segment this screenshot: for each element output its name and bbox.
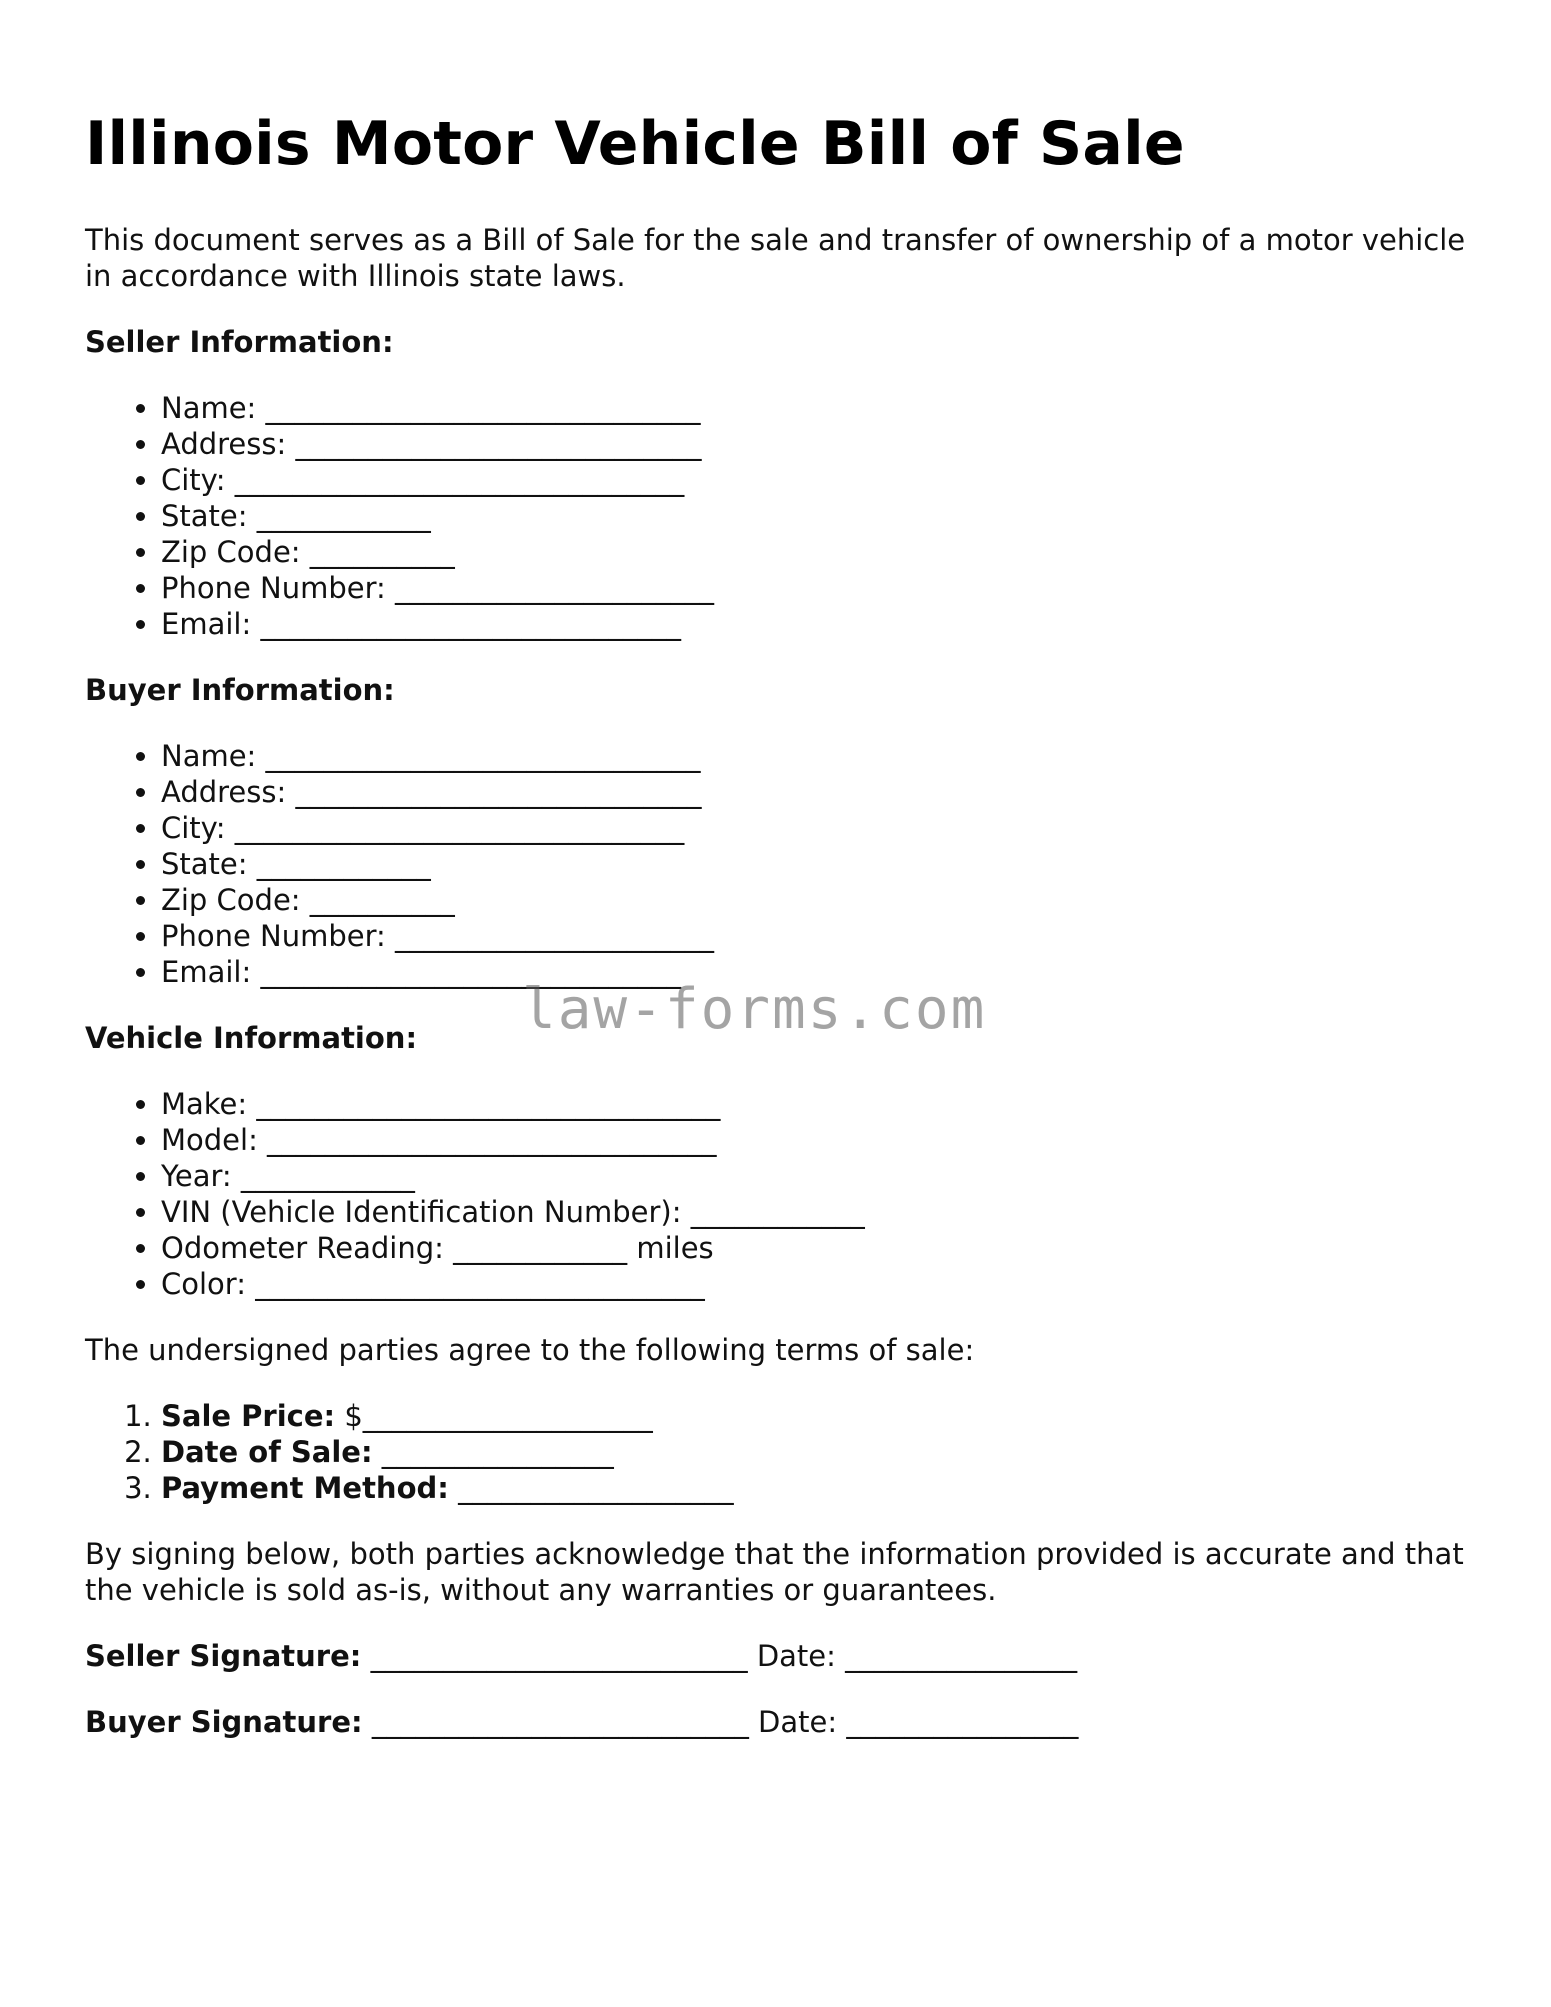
seller-state-field[interactable]: • State: ____________ [161, 498, 1485, 534]
intro-paragraph: This document serves as a Bill of Sale for the sale and transfer of ownership of a motor vehicle in accordance with Illinois state laws. [85, 223, 1466, 293]
vehicle-color-field[interactable]: • Color: _______________________________ [161, 1266, 1485, 1302]
buyer-phone-field[interactable]: • Phone Number: ______________________ [161, 918, 1485, 954]
buyer-signature-row [85, 1704, 1485, 1740]
seller-address-field[interactable]: • Address: ____________________________ [161, 426, 1485, 462]
buyer-zip-field[interactable]: • Zip Code: __________ [161, 882, 1485, 918]
sale-price-label: Sale Price: [161, 1399, 336, 1433]
vehicle-odometer-field[interactable]: • Odometer Reading: ____________ miles [161, 1230, 1485, 1266]
seller-signature-label: Seller Signature: [85, 1639, 362, 1673]
buyer-email-field[interactable]: • Email: _____________________________ [161, 954, 1485, 990]
vehicle-field-list [85, 1086, 1485, 1302]
seller-signature-blank[interactable]: __________________________ Date: ________________ [361, 1639, 1078, 1673]
sale-price-blank[interactable]: $____________________ [335, 1399, 653, 1433]
terms-intro: The undersigned parties agree to the following terms of sale: [85, 1333, 975, 1367]
date-of-sale-label: Date of Sale: [161, 1435, 373, 1469]
seller-name-field[interactable]: • Name: ______________________________ [161, 390, 1485, 426]
buyer-signature-blank[interactable]: __________________________ Date: ________________ [362, 1705, 1079, 1739]
seller-zip-field[interactable]: • Zip Code: __________ [161, 534, 1485, 570]
seller-signature-row [85, 1638, 1485, 1674]
seller-field-list [85, 390, 1485, 642]
date-of-sale-blank[interactable]: ________________ [372, 1435, 614, 1469]
terms-list [85, 1398, 1485, 1506]
buyer-name-field[interactable]: • Name: ______________________________ [161, 738, 1485, 774]
vehicle-year-field[interactable]: • Year: ____________ [161, 1158, 1485, 1194]
buyer-state-field[interactable]: • State: ____________ [161, 846, 1485, 882]
vehicle-model-field[interactable]: • Model: _______________________________ [161, 1122, 1485, 1158]
sale-price-field[interactable] [161, 1398, 1485, 1434]
vehicle-section-heading: Vehicle Information: [85, 1021, 418, 1055]
buyer-section-heading: Buyer Information: [85, 673, 395, 707]
watermark-text: law-forms.com [522, 977, 987, 1042]
buyer-field-list [85, 738, 1485, 990]
payment-method-label: Payment Method: [161, 1471, 449, 1505]
vehicle-vin-field[interactable]: • VIN (Vehicle Identification Number): ____________ [161, 1194, 1485, 1230]
payment-method-blank[interactable]: ___________________ [448, 1471, 734, 1505]
buyer-city-field[interactable]: • City: _______________________________ [161, 810, 1485, 846]
acknowledgement-paragraph: By signing below, both parties acknowledge that the information provided is accurate and that the vehicle is sold as-is, without any warranties or guarantees. [85, 1537, 1464, 1607]
payment-method-field[interactable] [161, 1470, 1485, 1506]
seller-email-field[interactable]: • Email: _____________________________ [161, 606, 1485, 642]
date-of-sale-field[interactable] [161, 1434, 1485, 1470]
document-title: Illinois Motor Vehicle Bill of Sale [85, 109, 1185, 179]
buyer-signature-label: Buyer Signature: [85, 1705, 363, 1739]
document-page [85, 108, 1485, 1770]
seller-city-field[interactable]: • City: _______________________________ [161, 462, 1485, 498]
buyer-address-field[interactable]: • Address: ____________________________ [161, 774, 1485, 810]
seller-phone-field[interactable]: • Phone Number: ______________________ [161, 570, 1485, 606]
vehicle-make-field[interactable]: • Make: ________________________________ [161, 1086, 1485, 1122]
seller-section-heading: Seller Information: [85, 325, 394, 359]
